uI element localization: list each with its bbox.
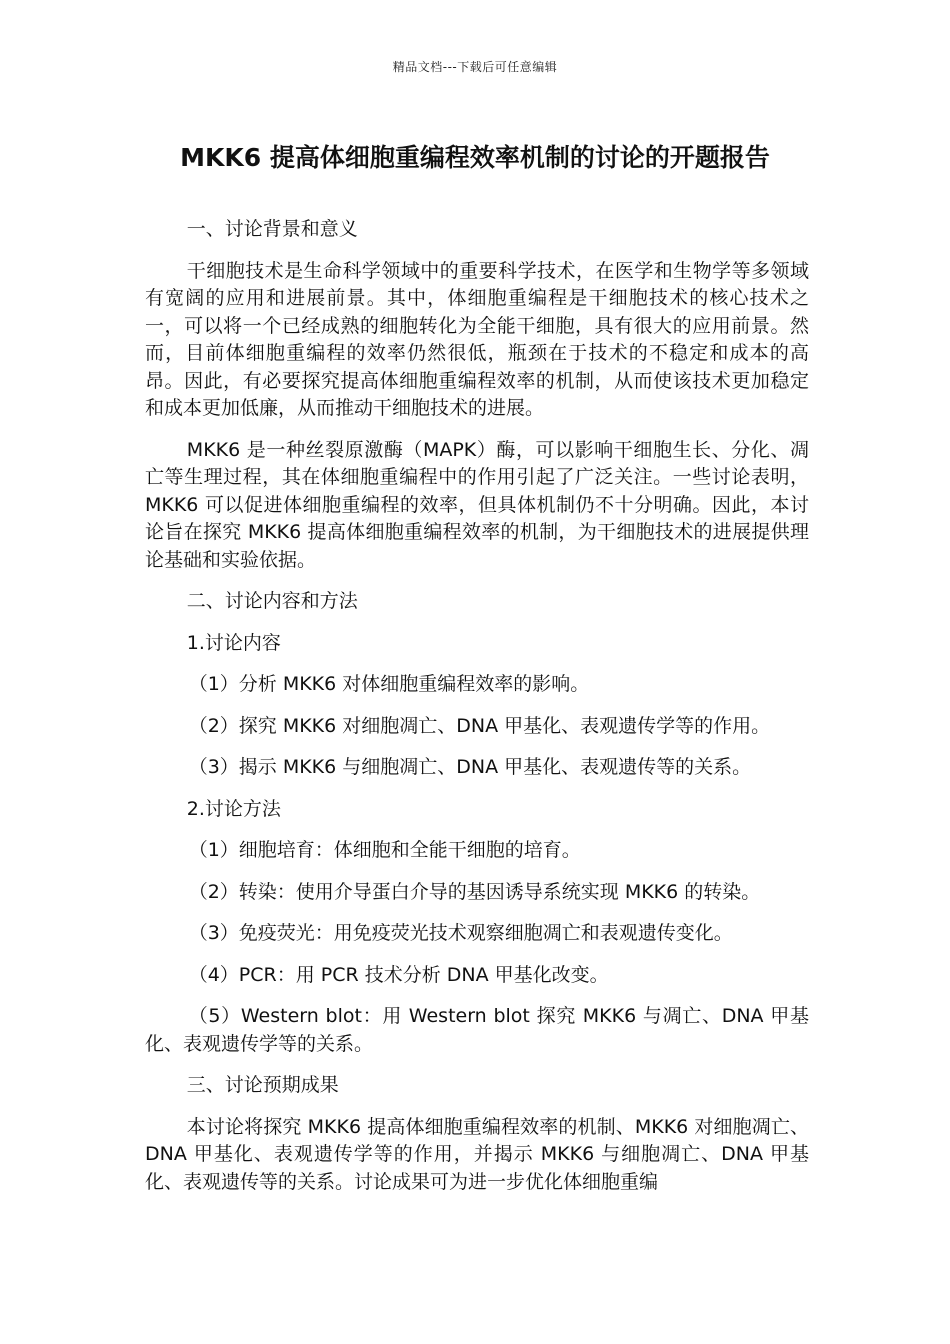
document-title: MKK6 提高体细胞重编程效率机制的讨论的开题报告 <box>180 143 770 172</box>
document-body <box>145 216 809 1196</box>
section-1-heading: 一、讨论背景和意义 <box>186 218 358 240</box>
method-item-1: （1）细胞培育：体细胞和全能干细胞的培育。 <box>188 839 581 861</box>
section-3-paragraph-1: 本讨论将探究 MKK6 提高体细胞重编程效率的机制、MKK6 对细胞凋亡、DNA 甲基化、表观遗传学等的作用，并揭示 MKK6 与细胞凋亡、DNA 甲基化、表观遗传等的关系。讨论成果可为进一步优化体细胞重编 <box>145 1115 809 1193</box>
section-2-subheading-content: 1.讨论内容 <box>186 631 281 654</box>
content-item-2: （2）探究 MKK6 对细胞凋亡、DNA 甲基化、表观遗传学等的作用。 <box>188 714 771 737</box>
section-2-subheading-methods: 2.讨论方法 <box>186 797 281 820</box>
content-item-3: （3）揭示 MKK6 与细胞凋亡、DNA 甲基化、表观遗传等的关系。 <box>188 756 752 778</box>
method-item-4: （4）PCR：用 PCR 技术分析 DNA 甲基化改变。 <box>188 963 609 986</box>
method-item-2: （2）转染：使用介导蛋白介导的基因诱导系统实现 MKK6 的转染。 <box>188 880 761 903</box>
content-item-1: （1）分析 MKK6 对体细胞重编程效率的影响。 <box>188 673 590 695</box>
section-1-paragraph-2: MKK6 是一种丝裂原激酶（MAPK）酶，可以影响干细胞生长、分化、凋亡等生理过程，其在体细胞重编程中的作用引起了广泛关注。一些讨论表明，MKK6 可以促进体细胞重编程的效率，但具体机制仍不十分明确。因此，本讨论旨在探究 MKK6 提高体细胞重编程效率的机制，为干细胞技术的进展提供理论基础和实验依据。 <box>145 438 809 571</box>
section-3-heading: 三、讨论预期成果 <box>186 1074 339 1096</box>
section-2-heading: 二、讨论内容和方法 <box>186 590 358 612</box>
section-1-paragraph-1: 干细胞技术是生命科学领域中的重要科学技术，在医学和生物学等多领域有宽阔的应用和进展前景。其中，体细胞重编程是干细胞技术的核心技术之一，可以将一个已经成熟的细胞转化为全能干细胞，具有很大的应用前景。然而，目前体细胞重编程的效率仍然很低，瓶颈在于技术的不稳定和成本的高昂。因此，有必要探究提高体细胞重编程效率的机制，从而使该技术更加稳定和成本更加低廉，从而推动干细胞技术的进展。 <box>145 259 809 419</box>
method-item-5: （5）Western blot：用 Western blot 探究 MKK6 与凋亡、DNA 甲基化、表观遗传学等的关系。 <box>145 1005 809 1055</box>
page-header-note: 精品文档---下载后可任意编辑 <box>392 60 558 74</box>
method-item-3: （3）免疫荧光：用免疫荧光技术观察细胞凋亡和表观遗传变化。 <box>188 922 733 944</box>
